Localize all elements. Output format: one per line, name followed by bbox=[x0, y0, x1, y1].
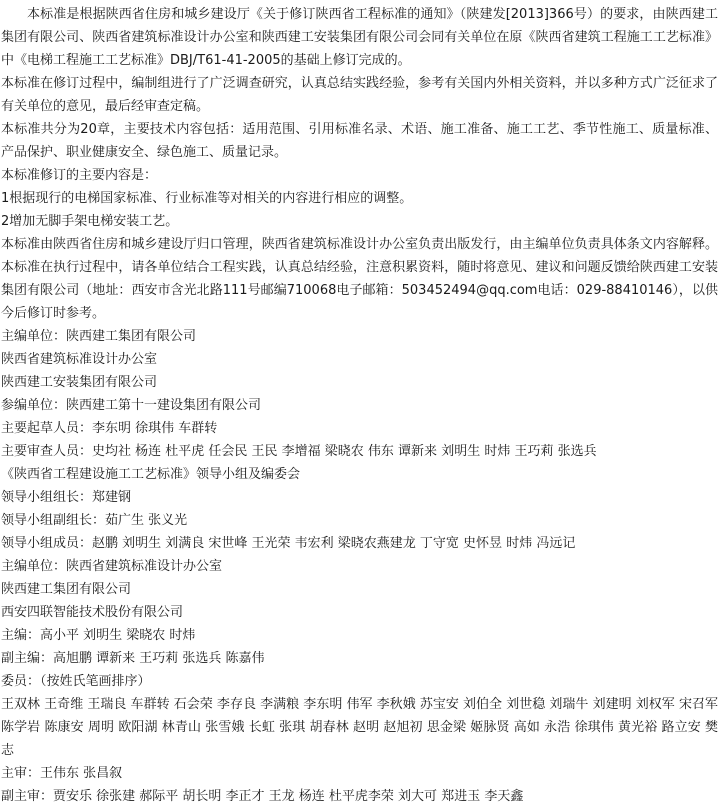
series-chief-unit-line-3: 西安四联智能技术股份有限公司 bbox=[1, 605, 184, 620]
chapter-summary-paragraph: 本标准共分为20章，主要技术内容包括：适用范围、引用标准名录、术语、施工准备、施工工艺、季节性施工、质量标准、产品保护、职业健康安全、绿色施工、质量记录。 bbox=[1, 122, 718, 160]
revision-item-2: 2增加无脚手架电梯安装工艺。 bbox=[1, 214, 179, 229]
leader-line: 领导小组组长：郑建钢 bbox=[1, 490, 132, 505]
participating-unit-line: 参编单位：陕西建工第十一建设集团有限公司 bbox=[1, 398, 262, 413]
deputy-leader-line: 领导小组副组长：茹广生 张义光 bbox=[1, 513, 188, 528]
chief-editor-unit-line-3: 陕西建工安装集团有限公司 bbox=[1, 375, 158, 390]
deputy-chief-editors-line: 副主编：高旭鹏 谭新来 王巧莉 张选兵 陈嘉伟 bbox=[1, 651, 265, 666]
chief-editors-line: 主编：高小平 刘明生 梁晓农 时炜 bbox=[1, 628, 196, 643]
committee-title-line: 《陕西省工程建设施工工艺标准》领导小组及编委会 bbox=[1, 467, 301, 482]
deputy-chief-reviewers-line: 副主审：贾安乐 徐张建 郝际平 胡长明 李正才 王龙 杨连 杜平虎李荣 刘大可 郑进玉 李天鑫 bbox=[1, 789, 524, 804]
chief-editor-unit-line-2: 陕西省建筑标准设计办公室 bbox=[1, 352, 158, 367]
revision-item-1: 1根据现行的电梯国家标准、行业标准等对相关的内容进行相应的调整。 bbox=[1, 191, 413, 206]
committee-members-heading: 委员：（按姓氏笔画排序） bbox=[1, 674, 151, 689]
chief-reviewers-line: 主审：王伟东 张昌叙 bbox=[1, 766, 123, 781]
management-contact-paragraph: 本标准由陕西省住房和城乡建设厅归口管理，陕西省建筑标准设计办公室负责出版发行，由主编单位负责具体条文内容解释。本标准在执行过程中，请各单位结合工程实践，认真总结经验，注意积累资料，随时将意见、建议和问题反馈给陕西建工安装集团有限公司（地址：西安市含光北路111号邮编710068电子邮箱：503452494@qq.com电话：029-88410146），以供今后修订时参考。 bbox=[1, 237, 718, 321]
series-chief-unit-line-2: 陕西建工集团有限公司 bbox=[1, 582, 132, 597]
main-reviewers-line: 主要审查人员：史均社 杨连 杜平虎 任会民 王民 李增福 梁晓农 伟东 谭新来 刘明生 时炜 王巧莉 张选兵 bbox=[1, 444, 597, 459]
revision-process-paragraph: 本标准在修订过程中，编制组进行了广泛调查研究，认真总结实践经验，参考有关国内外相关资料，并以多种方式广泛征求了有关单位的意见，最后经审查定稿。 bbox=[1, 76, 718, 114]
preface-intro-paragraph: 本标准是根据陕西省住房和城乡建设厅《关于修订陕西省工程标准的通知》（陕建发[2013]366号）的要求，由陕西建工集团有限公司、陕西省建筑标准设计办公室和陕西建工安装集团有限公司会同有关单位在原《陕西省建筑工程施工工艺标准》中《电梯工程施工工艺标准》DBJ/T61-41-2005的基础上修订完成的。 bbox=[1, 7, 718, 68]
series-chief-unit-line: 主编单位：陕西省建筑标准设计办公室 bbox=[1, 559, 223, 574]
group-members-line: 领导小组成员：赵鹏 刘明生 刘满良 宋世峰 王光荣 韦宏利 梁晓农燕建龙 丁守宽 史怀昱 时炜 冯远记 bbox=[1, 536, 576, 551]
main-drafters-line: 主要起草人员：李东明 徐琪伟 车群转 bbox=[1, 421, 218, 436]
committee-members-list: 王双林 王奇维 王瑞良 车群转 石会荣 李存良 李满粮 李东明 伟军 李秋娥 苏宝安 刘伯全 刘世稳 刘瑞牛 刘建明 刘权军 宋召军陈学岩 陈康安 周明 欧阳湖 林青山 张雪娥 长虹 张琪 胡春林 赵明 赵旭初 思金梁 姬脉贤 高如 永浩 徐琪伟 黄光裕 路立安 樊志 bbox=[1, 697, 718, 758]
main-revisions-heading: 本标准修订的主要内容是： bbox=[1, 168, 158, 183]
chief-editor-unit-line: 主编单位：陕西建工集团有限公司 bbox=[1, 329, 197, 344]
